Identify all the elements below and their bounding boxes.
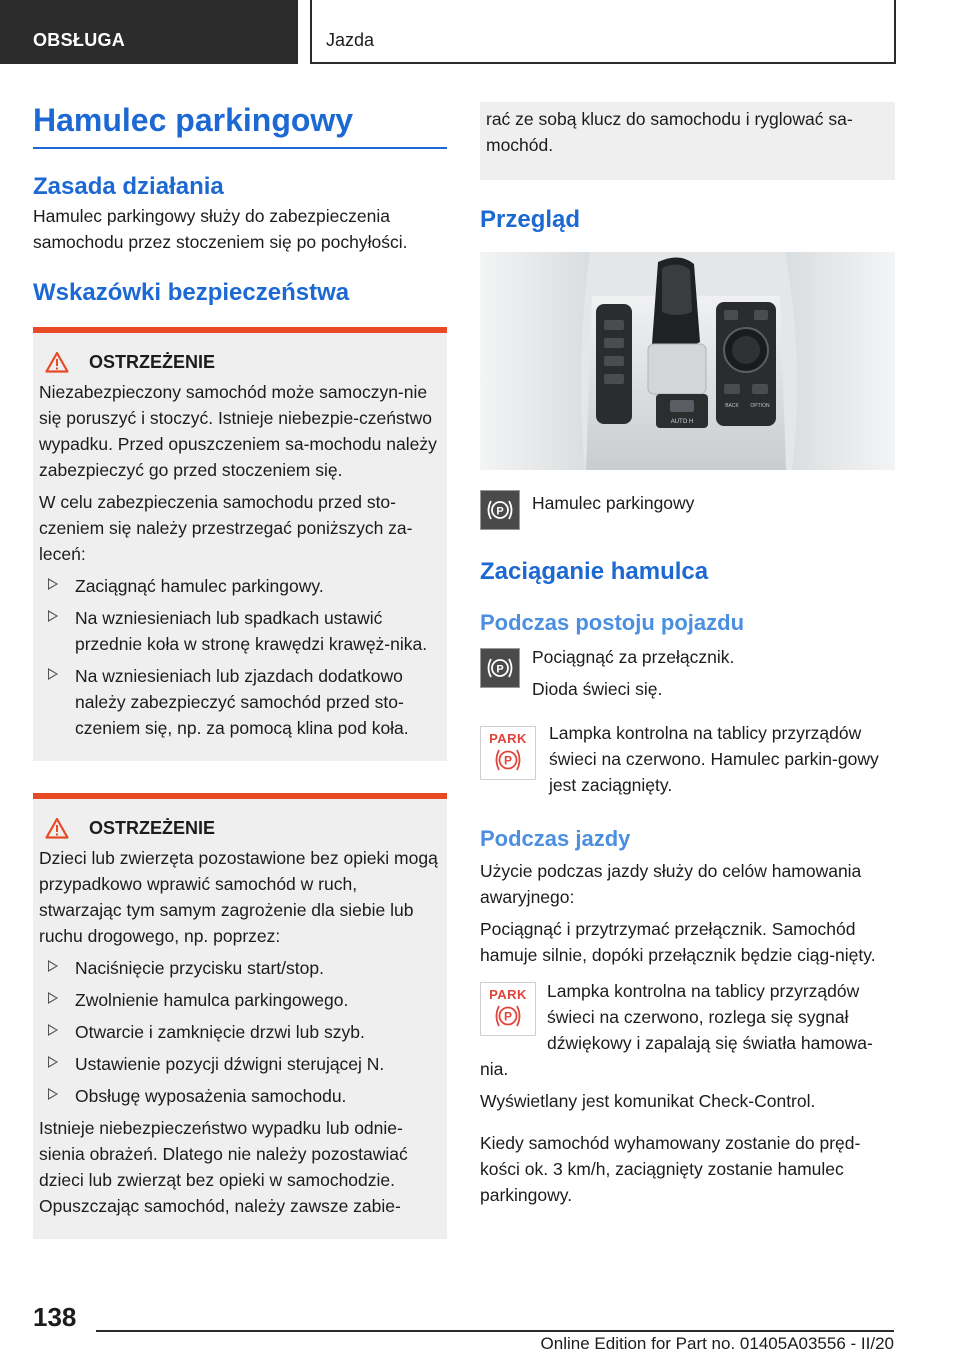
footer-rule [96,1330,894,1332]
parking-brake-icon [480,648,520,688]
parking-symbol: P [496,505,504,518]
warning-text: rać ze sobą klucz do samochodu i ryglować sa-mochód. [486,109,853,155]
option-label: OPTION [750,403,770,409]
driving-lamp-text: Lampka kontrolna na tablicy przyrządów świeci na czerwono, rozlega się sygnał dźwiękowy i zapalają się światła hamowa-nia. [480,981,873,1079]
warning-triangle-icon [45,817,69,839]
warning-label: OSTRZEŻENIE [89,351,216,372]
park-lamp-icon [480,982,536,1036]
warning-list [39,955,441,1109]
park-lamp-symbol: P [503,1009,513,1024]
parking-symbol: P [496,663,504,676]
overview-caption: Hamulec parkingowy [532,493,695,513]
list-item: Zaciągnąć hamulec parkingowy. [39,573,441,599]
warning-list [39,573,441,741]
list-item: Zwolnienie hamulca parkingowego. [39,987,441,1013]
chapter-tab: Jazda [310,0,896,64]
triangle-bullet-icon [48,992,58,1004]
list-item: Otwarcie i zamknięcie drzwi lub szyb. [39,1019,441,1045]
warning-text: Niezabezpieczony samochód może samoczyn-nie się poruszyć i stoczyć. Istnieje niebezpie-czeństwo wypadku. Przed opuszczeniem sa-mochodu należy zabezpieczyć go przed stoczeniem się. [39,382,437,480]
console-photo [480,252,895,470]
warning-continuation [480,102,895,180]
page-title: Hamulec parkingowy [33,102,447,149]
left-column [33,102,447,1239]
triangle-bullet-icon [48,610,58,622]
overview-heading: Przegląd [480,206,581,233]
warning-text: Dzieci lub zwierzęta pozostawione bez opieki mogą przypadkowo wprawić samochód w ruch, stwarzając tym samym zagrożenie dla siebie lub ruchu drogowego, np. poprzez: [39,848,438,946]
parking-brake-icon [480,490,520,530]
center-console-image [480,252,895,470]
driving-lamp-block [480,978,895,1082]
park-lamp-label: PARK [489,731,527,746]
stationary-step-row [480,644,895,702]
back-label: BACK [725,403,739,409]
warning-text: W celu zabezpieczenia samochodu przed sto-czeniem się należy przestrzegać poniższych za-leceń: [39,492,413,564]
stationary-result: Dioda świeci się. [532,679,663,699]
warning-label: OSTRZEŻENIE [89,817,216,838]
page-number: 138 [33,1302,77,1332]
list-item: Ustawienie pozycji dźwigni sterującej N. [39,1051,441,1077]
driving-heading: Podczas jazdy [480,826,631,851]
park-lamp-icon [480,726,536,780]
warning-triangle-icon [45,351,69,373]
driving-text: Kiedy samochód wyhamowany zostanie do pręd-kości ok. 3 km/h, zaciągnięty zostanie hamulec parkingowy. [480,1133,861,1205]
stationary-step: Pociągnąć za przełącznik. [532,647,735,667]
section-tab: OBSŁUGA [0,0,298,64]
list-item: Na wzniesieniach lub zjazdach dodatkowo należy zabezpieczyć samochód przed sto-czeniem się, np. za pomocą klina pod koła. [39,663,441,741]
driving-text: Wyświetlany jest komunikat Check-Control. [480,1091,816,1111]
park-lamp-symbol: P [503,753,513,768]
warning-box-1 [33,327,447,761]
park-lamp-label: PARK [489,987,527,1002]
list-item: Obsługę wyposażenia samochodu. [39,1083,441,1109]
stationary-lamp-text: Lampka kontrolna na tablicy przyrządów świeci na czerwono. Hamulec parkin-gowy jest zaciągnięty. [549,723,879,795]
overview-caption-row [480,490,895,530]
warning-text: Istnieje niebezpieczeństwo wypadku lub odnie-sienia obrażeń. Dlatego nie należy pozostawiać dzieci lub zwierząt bez opieki w samochodzie. Opuszczając samochód, należy zawsze zabie- [39,1118,408,1216]
safety-heading: Wskazówki bezpieczeństwa [33,279,350,306]
triangle-bullet-icon [48,668,58,680]
triangle-bullet-icon [48,1088,58,1100]
driving-text: Pociągnąć i przytrzymać przełącznik. Samochód hamuje silnie, dopóki przełącznik będzie ciąg-nięty. [480,919,876,965]
triangle-bullet-icon [48,960,58,972]
principle-heading: Zasada działania [33,173,224,200]
list-item: Naciśnięcie przycisku start/stop. [39,955,441,981]
driving-text: Użycie podczas jazdy służy do celów hamowania awaryjnego: [480,861,862,907]
footer-edition: Online Edition for Part no. 01405A03556 - II/20 [540,1334,894,1353]
warning-header [39,347,441,377]
triangle-bullet-icon [48,578,58,590]
list-item: Na wzniesieniach lub spadkach ustawić przednie koła w stronę krawędzi krawęż-nika. [39,605,441,657]
auto-h-label: AUTO H [670,419,694,425]
right-column [480,102,895,1208]
stationary-lamp-row [480,720,895,798]
stationary-heading: Podczas postoju pojazdu [480,610,745,635]
warning-box-2 [33,793,447,1239]
principle-text: Hamulec parkingowy służy do zabezpieczenia samochodu przez stoczeniem się po pochyłości. [33,206,408,252]
warning-header [39,813,441,843]
triangle-bullet-icon [48,1056,58,1068]
triangle-bullet-icon [48,1024,58,1036]
apply-heading: Zaciąganie hamulca [480,558,709,585]
